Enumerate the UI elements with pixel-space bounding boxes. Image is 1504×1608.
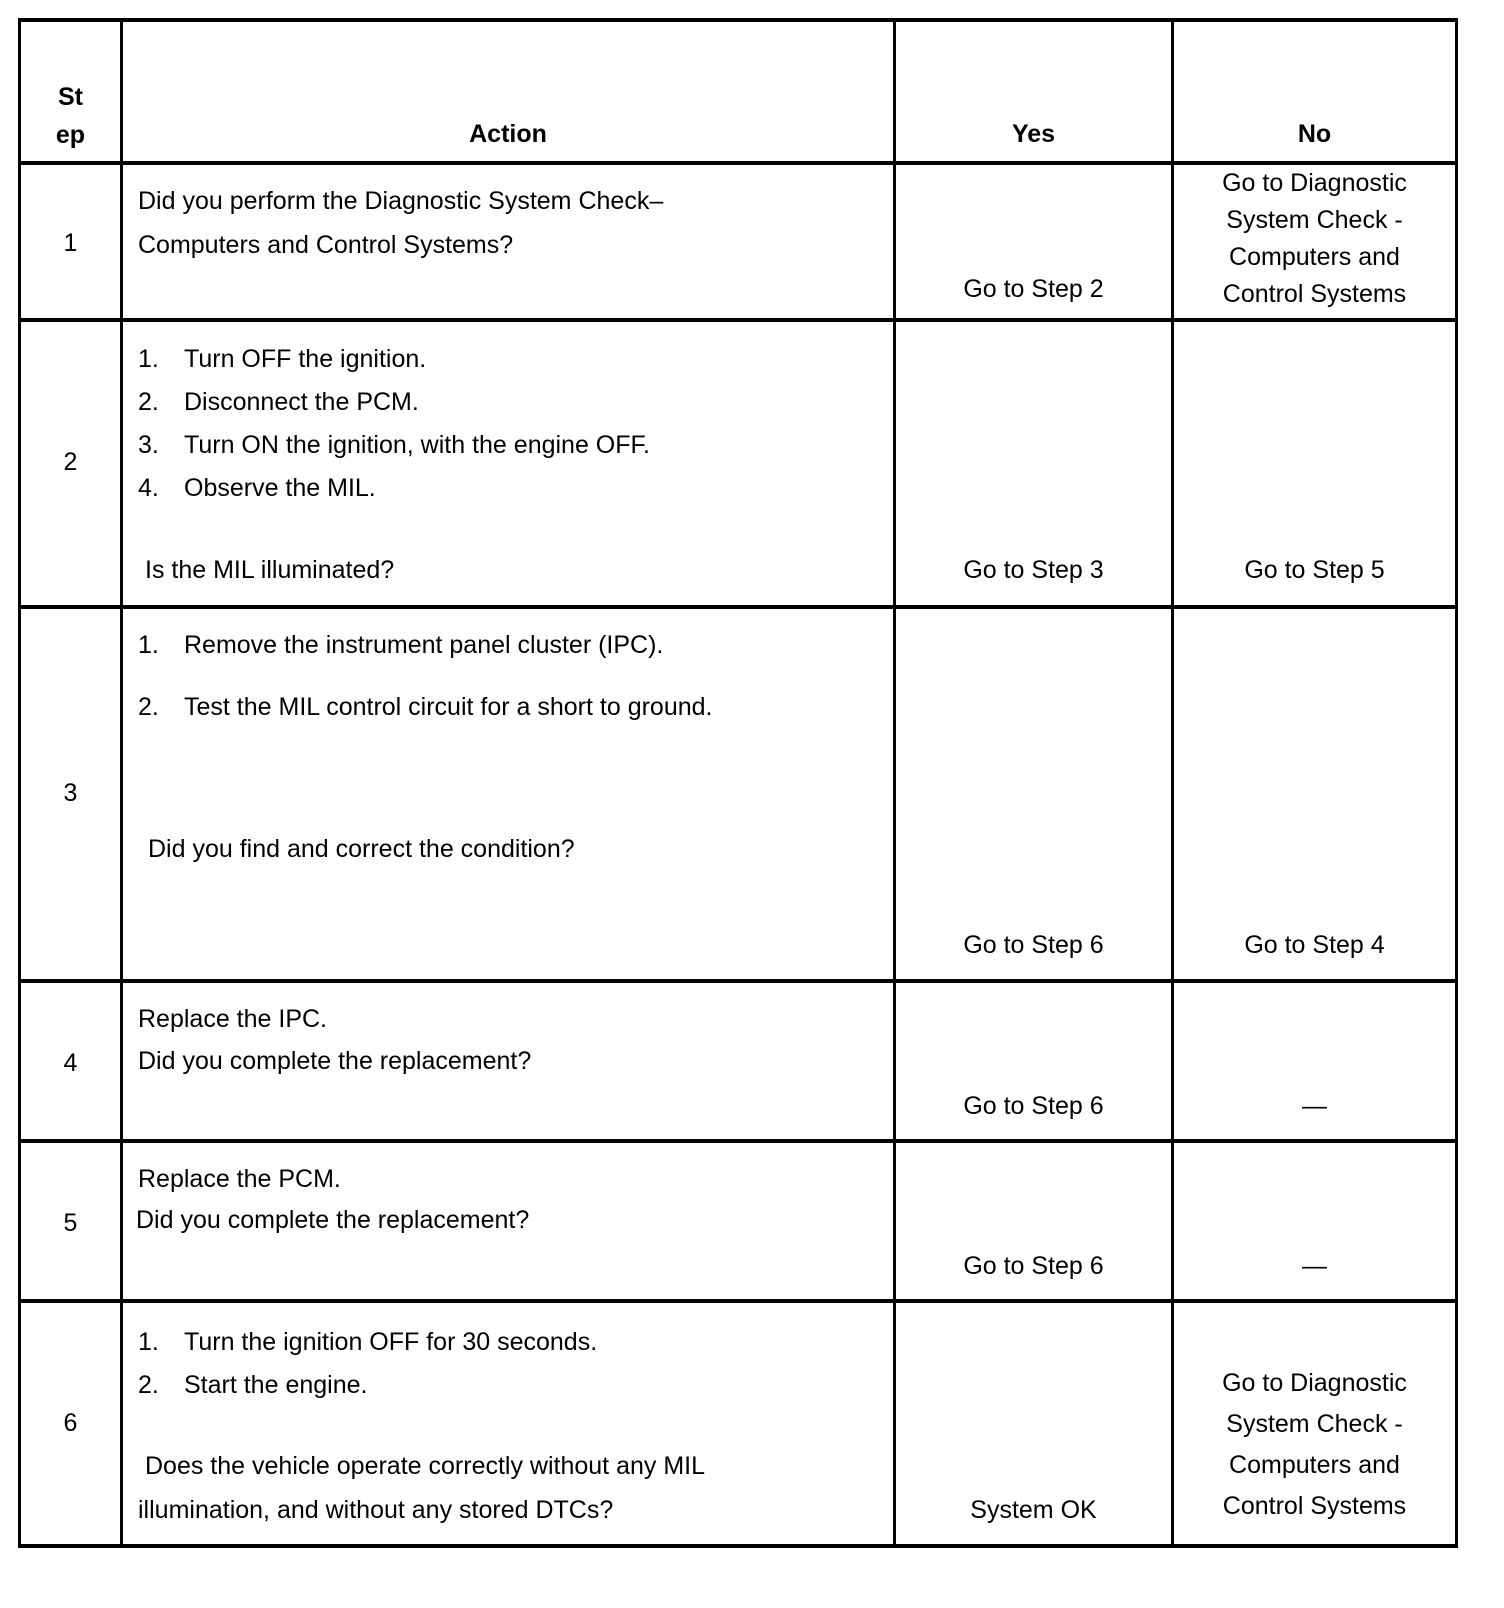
list-item: 1. Turn the ignition OFF for 30 seconds. <box>138 1328 598 1356</box>
list-item: 2. Test the MIL control circuit for a short to ground. <box>138 693 713 721</box>
step-number: 6 <box>63 1409 78 1437</box>
table-row <box>18 165 1458 322</box>
step-number: 3 <box>63 779 78 807</box>
list-item: 1. Remove the instrument panel cluster (IPC). <box>138 631 664 659</box>
no-result-line: Control Systems <box>1222 280 1407 308</box>
action-text: Replace the IPC. <box>138 1005 327 1033</box>
list-item: 4. Observe the MIL. <box>138 474 376 502</box>
table-header-row <box>18 18 1458 165</box>
no-result-line: Control Systems <box>1222 1492 1407 1520</box>
header-yes: Yes <box>1011 120 1056 148</box>
step-number: 4 <box>63 1049 78 1077</box>
table-row <box>18 983 1458 1143</box>
action-question: Does the vehicle operate correctly without any MIL <box>145 1452 705 1480</box>
yes-result: System OK <box>970 1496 1097 1524</box>
step-number: 2 <box>63 448 78 476</box>
action-text: Replace the PCM. <box>138 1165 341 1193</box>
no-result-line: Computers and <box>1229 1451 1400 1479</box>
action-question: illumination, and without any stored DTCs? <box>138 1496 614 1524</box>
action-text: Did you complete the replacement? <box>138 1047 532 1075</box>
header-no-cell <box>1171 22 1458 161</box>
no-result-line: System Check - <box>1226 1410 1403 1438</box>
action-steps <box>138 1321 597 1407</box>
action-question: Is the MIL illuminated? <box>145 556 395 584</box>
list-item: 2. Disconnect the PCM. <box>138 388 419 416</box>
yes-result: Go to Step 3 <box>963 556 1104 584</box>
no-result <box>1174 165 1455 313</box>
header-step-cell <box>18 22 120 161</box>
yes-result: Go to Step 6 <box>963 931 1104 959</box>
header-action-cell <box>120 22 893 161</box>
no-result-line: Computers and <box>1229 243 1400 271</box>
header-yes-cell <box>893 22 1171 161</box>
no-result: — <box>1302 1252 1327 1280</box>
header-no: No <box>1297 120 1332 148</box>
action-steps <box>138 338 650 510</box>
header-step: St ep <box>55 83 86 149</box>
no-result: Go to Step 5 <box>1244 556 1385 584</box>
action-text: Did you complete the replacement? <box>136 1206 530 1234</box>
table-row <box>18 1143 1458 1303</box>
table-row <box>18 322 1458 609</box>
action-question: Did you find and correct the condition? <box>148 835 575 863</box>
no-result-line: System Check - <box>1226 206 1403 234</box>
list-item: 1. Turn OFF the ignition. <box>138 345 427 373</box>
no-result: — <box>1302 1092 1327 1120</box>
action-text: Did you perform the Diagnostic System Check– <box>138 187 664 215</box>
step-number: 5 <box>63 1209 78 1237</box>
action-text: Computers and Control Systems? <box>138 231 514 259</box>
no-result <box>1174 1363 1455 1527</box>
action-steps <box>138 627 712 725</box>
list-item: 2. Start the engine. <box>138 1371 368 1399</box>
step-number: 1 <box>63 229 78 257</box>
yes-result: Go to Step 6 <box>963 1252 1104 1280</box>
list-item: 3. Turn ON the ignition, with the engine OFF. <box>138 431 650 459</box>
header-action: Action <box>469 120 547 148</box>
yes-result: Go to Step 6 <box>963 1092 1104 1120</box>
table-row <box>18 1303 1458 1548</box>
no-result-line: Go to Diagnostic <box>1222 169 1407 197</box>
diagnostic-table <box>18 18 1458 1548</box>
yes-result: Go to Step 2 <box>963 275 1104 303</box>
no-result-line: Go to Diagnostic <box>1222 1369 1407 1397</box>
table-row <box>18 609 1458 983</box>
no-result: Go to Step 4 <box>1244 931 1385 959</box>
